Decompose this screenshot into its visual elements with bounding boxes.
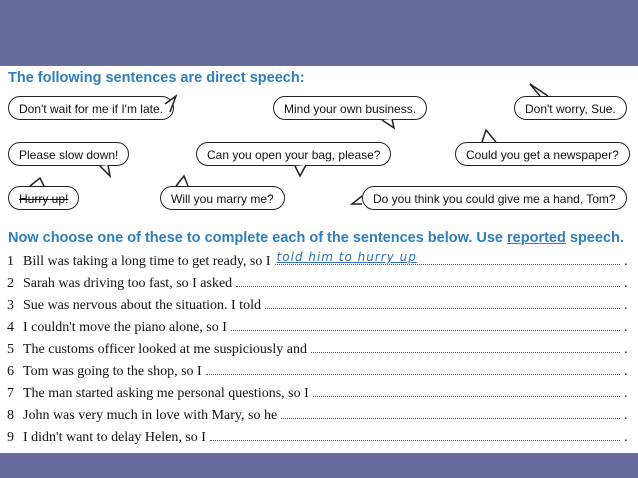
sentence-row: 4 I couldn't move the piano alone, so I . <box>7 320 628 335</box>
top-band <box>0 0 638 66</box>
speech-bubble: Hurry up! <box>8 186 79 210</box>
answer-blank[interactable] <box>236 274 620 287</box>
speech-bubble: Can you open your bag, please? <box>196 142 391 166</box>
answer-blank[interactable] <box>231 318 620 331</box>
sentence-row: 2 Sarah was driving too fast, so I asked . <box>7 276 628 291</box>
sentence-row: 8 John was very much in love with Mary, so he . <box>7 408 628 423</box>
sentence-row: 6 Tom was going to the shop, so I . <box>7 364 628 379</box>
answer-text: told him to hurry up <box>276 250 417 264</box>
speech-bubble: Mind your own business. <box>273 96 427 120</box>
speech-bubble: Don't wait for me if I'm late. <box>8 96 174 120</box>
answer-blank[interactable] <box>275 252 620 265</box>
bottom-band <box>0 453 638 478</box>
answer-blank[interactable] <box>281 406 620 419</box>
speech-bubble: Will you marry me? <box>160 186 285 210</box>
sentence-row: 1 Bill was taking a long time to get ready, so I told him to hurry up . <box>7 250 628 269</box>
speech-bubble: Do you think you could give me a hand, Tom? <box>362 186 627 210</box>
reported-link: reported <box>507 230 566 246</box>
heading-direct-speech: The following sentences are direct speech: <box>8 70 305 86</box>
speech-bubble: Don't worry, Sue. <box>514 96 627 120</box>
speech-bubble: Could you get a newspaper? <box>455 142 630 166</box>
sentence-row: 3 Sue was nervous about the situation. I told . <box>7 298 628 313</box>
sentence-row: 7 The man started asking me personal questions, so I . <box>7 386 628 401</box>
speech-bubble: Please slow down! <box>8 142 129 166</box>
answer-blank[interactable] <box>206 362 620 375</box>
answer-blank[interactable] <box>265 296 620 309</box>
sentence-row: 9 I didn't want to delay Helen, so I . <box>7 430 628 445</box>
instruction: Now choose one of these to complete each of the sentences below. Use reported speech. <box>8 230 624 246</box>
answer-blank[interactable] <box>313 384 620 397</box>
answer-blank[interactable] <box>311 340 620 353</box>
sentence-row: 5 The customs officer looked at me suspiciously and . <box>7 342 628 357</box>
answer-blank[interactable] <box>210 428 620 441</box>
